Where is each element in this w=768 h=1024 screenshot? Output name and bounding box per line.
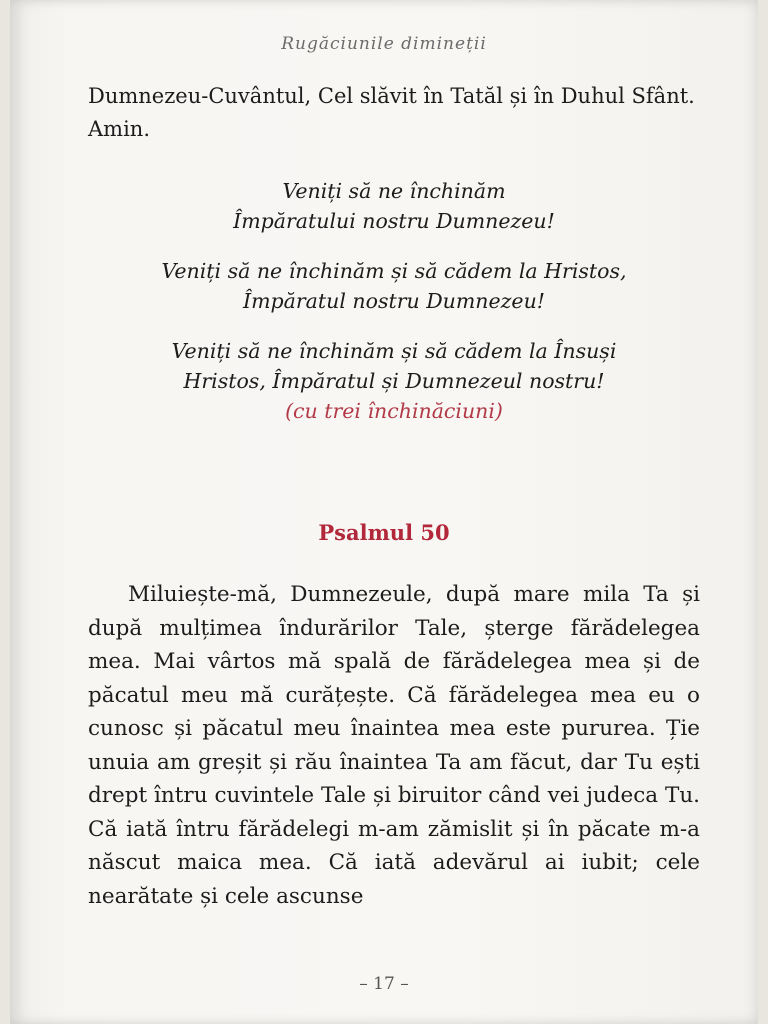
page-number: – 17 – — [359, 974, 409, 994]
verse — [88, 256, 700, 316]
verse-line: Veniți să ne închinăm și să cădem la Hristos, — [161, 259, 627, 283]
verses-block — [88, 176, 700, 446]
running-head: Rugăciunile dimineții — [281, 34, 487, 54]
verse-line: Veniți să ne închinăm și să cădem la Însuși — [171, 339, 617, 363]
psalm-title: Psalmul 50 — [318, 520, 450, 545]
rubric-note: (cu trei închinăciuni) — [285, 399, 503, 423]
verse-line: Împăratul nostru Dumnezeu! — [242, 289, 546, 313]
verse-line: Veniți să ne închinăm — [282, 179, 506, 203]
verse-line: Împăratului nostru Dumnezeu! — [233, 209, 555, 233]
book-page — [10, 0, 758, 1024]
verse — [88, 336, 700, 426]
psalm-text: Miluiește-mă, Dumnezeule, după mare mila Ta și după mulțimea îndurărilor Tale, șterge fărădelegea mea. Mai vârtos mă spală de fărădelegea mea și de păcatul meu mă curățește. Că fărădelegea mea eu o cunosc și păcatul meu înaintea mea este pururea. Ție unuia am greșit și rău înaintea Ta am făcut, dar Tu ești drept întru cuvintele Tale și biruitor când vei judeca Tu. Că iată întru fărădelegi m-am zămislit și în păcate m-a născut maica mea. Că iată adevărul ai iubit; cele nearătate și cele ascunse — [88, 582, 700, 909]
opening-text: Dumnezeu-Cuvântul, Cel slăvit în Tatăl și în Duhul Sfânt. Amin. — [88, 84, 695, 141]
verse — [88, 176, 700, 236]
verse-line: Hristos, Împăratul și Dumnezeul nostru! — [183, 369, 605, 393]
